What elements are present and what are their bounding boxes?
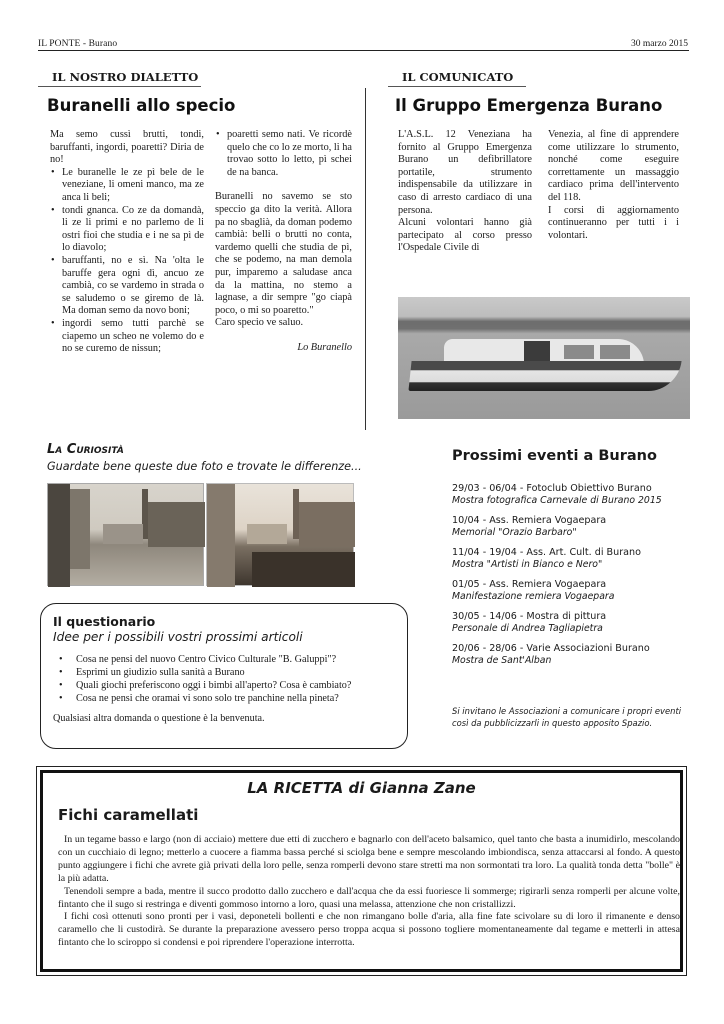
event-dates: 10/04 - Ass. Remiera Vogaepara xyxy=(452,515,607,526)
event-dates: 20/06 - 28/06 - Varie Associazioni Burano xyxy=(452,643,650,654)
dialetto-bullet-list xyxy=(50,167,204,356)
dialetto-bullet-list-cont xyxy=(215,129,352,179)
section-label-comunicato: IL COMUNICATO xyxy=(388,70,526,87)
event-dates: 01/05 - Ass. Remiera Vogaepara xyxy=(452,579,607,590)
comunicato-text-2: Alcuni volontari hanno già partecipato al corso presso l'Ospedale Civile di xyxy=(398,217,532,254)
recipe-body xyxy=(58,834,680,950)
event-description: Memorial "Orazio Barbaro" xyxy=(452,527,577,538)
event-item xyxy=(452,643,697,667)
events-note: Si invitano le Associazioni a comunicare i propri eventi così da pubblicizzarli in questo apposito Spazio. xyxy=(452,706,682,728)
event-item xyxy=(452,579,697,603)
event-dates: 29/03 - 06/04 - Fotoclub Obiettivo Burano xyxy=(452,483,652,494)
boat-hull xyxy=(408,361,681,391)
recipe-paragraph: In un tegame basso e largo (non di acciaio) mettere due etti di zucchero e bagnarlo con dell'aceto balsamico, quel tanto che basta a inumidirlo, mescolando con un cucchiaio di legno; metterlo a cuocere a fiamma bassa perché si sciolga bene e sempre mescolando imbiondisca, senza attaccarsi al fondo. A questo punto aggiungere i fichi che avrete già privati della loro pelle, senza romperli devono stare stretti ma non sormontati tra loro. La qualità tonda detta "bolle" è la più adatta. xyxy=(58,834,680,884)
questionnaire-box xyxy=(40,603,408,749)
list-item: • baruffanti, no e sì. Na 'olta le baruffe gera ogni dì, ancuo ze cambià, co se vardemo in strada o se saludemo o se giremo de là. Ma doman semo da novo boni; xyxy=(50,255,204,318)
event-item xyxy=(452,547,697,571)
questionnaire-list xyxy=(53,653,395,705)
header-rule xyxy=(38,50,689,51)
dialetto-closing: Buranelli no savemo se sto speccio ga dito la verità. Allora pa no sbaglià, da doman podemo cambià: belli o brutti no conta, vardemo quelli che studia de pì, che se podemo, na man demola pur, imparemo a saludase anca da la mattina, no stemo a lagnase, a dir sempre "go ciapà poco, o mi so poaretto." xyxy=(215,191,352,316)
event-item xyxy=(452,483,697,507)
list-item: • poaretti semo nati. Ve ricordè quelo che co lo ze morto, li ha trovao sotto lo letto, pì schei de na banca. xyxy=(215,129,352,179)
dialetto-column-2 xyxy=(215,129,352,355)
curiosita-subtitle: Guardate bene queste due foto e trovate le differenze... xyxy=(47,460,362,473)
event-description: Mostra fotografica Carnevale di Burano 2015 xyxy=(452,495,662,506)
recipe-paragraph: Tenendoli sempre a bada, mentre il succo prodotto dallo zucchero e dall'acqua che da essi fuoriesce li sommerge; rigirarli senza romperli per alcune volte, fintanto che il sugo si restringa e diventi gommoso intorno a loro, quasi una melassa, attenzione che non cristallizzi. xyxy=(58,885,680,910)
publication-name: IL PONTE - Burano xyxy=(38,39,118,49)
comunicato-text-1: L'A.S.L. 12 Veneziana ha fornito al Gruppo Emergenza Burano un defibrillatore portatile, strumento indispensabile da utilizzare in caso di arresto cardiaco di una persona. xyxy=(398,129,532,216)
emergency-boat-photo xyxy=(398,297,690,419)
dialetto-farewell: Caro specio ve saluo. xyxy=(215,317,304,329)
recipe-title: Fichi caramellati xyxy=(58,806,199,824)
events-title: Prossimi eventi a Burano xyxy=(452,448,657,464)
recipe-paragraph: I fichi così ottenuti sono pronti per i vasi, deponeteli bollenti e che non rimangano bolle d'aria, alla fine fate scivolare su di loro il rimanente e denso caramello che li custodirà. Se durante la preparazione avessero perso troppa acqua si possono togliere momentaneamente dal tegame e metterli in attesa fintanto che lo sciroppo si condensi e poi riprendere l'operazione interrotta. xyxy=(58,911,680,949)
event-description: Mostra "Artisti in Bianco e Nero" xyxy=(452,559,603,570)
list-item: • Le buranelle le ze pì bele de le veneziane, li omeni manco, ma ze anca li beli; xyxy=(50,167,204,205)
comunicato-text-4: I corsi di aggiornamento continueranno per tutti i i volontari. xyxy=(548,204,679,241)
curiosita-title: La Curiosità xyxy=(47,442,124,457)
event-dates: 30/05 - 14/06 - Mostra di pittura xyxy=(452,611,607,622)
list-item: • Esprimi un giudizio sulla sanità a Burano xyxy=(53,666,395,679)
comunicato-text-3: Venezia, al fine di apprendere come utilizzare lo strumento, nonché come eseguire correttamente un massaggio cardiaco prima dell'intervento del 118. xyxy=(548,129,679,203)
event-item xyxy=(452,611,697,635)
comunicato-column-1 xyxy=(398,129,532,255)
event-item xyxy=(452,515,697,539)
list-item: • ingordi semo tutti parchè se ciapemo un scheo ne volemo do e no se curemo de nissun; xyxy=(50,318,204,356)
event-dates: 11/04 - 19/04 - Ass. Art. Cult. di Burano xyxy=(452,547,641,558)
old-photo-left xyxy=(47,483,204,586)
dialetto-signature: Lo Buranello xyxy=(297,341,352,353)
section-label-dialetto: IL NOSTRO DIALETTO xyxy=(38,70,201,87)
comunicato-column-2 xyxy=(548,129,679,242)
event-description: Mostra de Sant'Alban xyxy=(452,655,552,666)
column-divider xyxy=(365,88,366,430)
recipe-heading: LA RICETTA di Gianna Zane xyxy=(247,779,476,797)
list-item: • Cosa ne pensi del nuovo Centro Civico Culturale "B. Galuppi"? xyxy=(53,653,395,666)
article-title-dialetto: Buranelli allo specio xyxy=(47,96,236,115)
article-title-comunicato: Il Gruppo Emergenza Burano xyxy=(395,96,663,115)
event-description: Manifestazione remiera Vogaepara xyxy=(452,591,615,602)
list-item: • Quali giochi preferiscono oggi i bimbi all'aperto? Cosa è cambiato? xyxy=(53,679,395,692)
questionnaire-footer: Qualsiasi altra domanda o questione è la benvenuta. xyxy=(53,713,265,724)
event-description: Personale di Andrea Tagliapietra xyxy=(452,623,603,634)
old-photo-right xyxy=(206,483,354,586)
issue-date: 30 marzo 2015 xyxy=(631,39,688,49)
events-list xyxy=(452,483,697,675)
questionnaire-subtitle: Idee per i possibili vostri prossimi articoli xyxy=(53,630,303,644)
questionnaire-title: Il questionario xyxy=(53,614,156,629)
dialetto-column-1 xyxy=(50,129,204,356)
list-item: • Cosa ne pensi che oramai vi sono solo tre panchine nella pineta? xyxy=(53,692,395,705)
dialetto-intro: Ma semo cussì brutti, tondi, baruffanti, ingordi, poaretti? Diria de no! xyxy=(50,129,204,166)
list-item: • tondi gnanca. Co ze da domandà, li ze li primi e no parlemo de li ostri fioi che studia e i ne sa pì de lo diavolo; xyxy=(50,205,204,255)
